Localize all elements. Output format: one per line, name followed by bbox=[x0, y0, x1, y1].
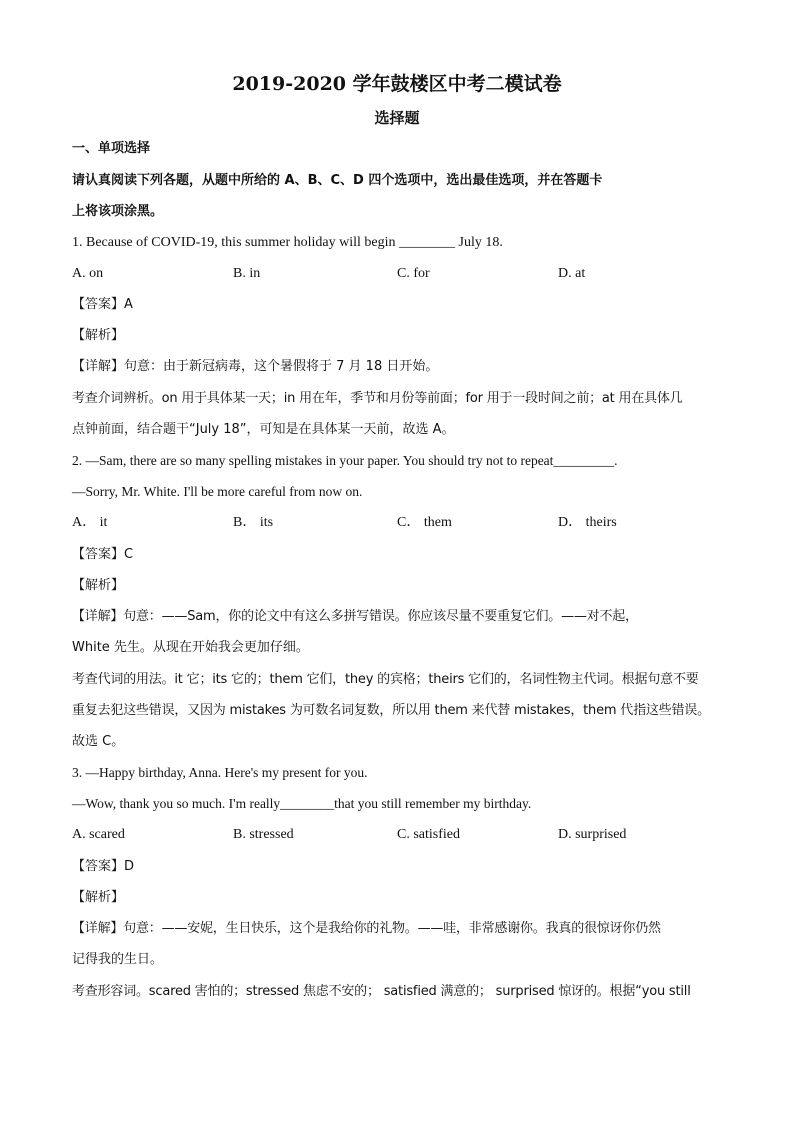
question-1-option-d: D. at bbox=[558, 266, 586, 281]
question-2-detail-1: 【详解】句意：——Sam，你的论文中有这么多拼写错误。你应该尽量不要重复它们。——对不起， bbox=[72, 609, 638, 624]
question-2-option-c: C． them bbox=[397, 515, 452, 530]
question-1-option-a: A. on bbox=[72, 266, 104, 281]
question-3-detail-2: 记得我的生日。 bbox=[72, 952, 164, 967]
question-1-detail-1: 【详解】句意：由于新冠病毒，这个暑假将于 7 月 18 日开始。 bbox=[72, 359, 439, 374]
question-3-option-b: B. stressed bbox=[233, 827, 294, 842]
question-1-option-b: B. in bbox=[233, 266, 261, 281]
question-1-detail-3: 点钟前面，结合题干“July 18”，可知是在具体某一天前，故选 A。 bbox=[72, 422, 455, 437]
question-3-answer: 【答案】D bbox=[72, 859, 135, 874]
question-2-detail-4: 重复去犯这些错误，又因为 mistakes 为可数名词复数，所以用 them 来代替 mistakes，them 代指这些错误。 bbox=[72, 703, 710, 718]
question-3-option-c: C. satisfied bbox=[397, 827, 460, 842]
question-3-analysis-label: 【解析】 bbox=[72, 890, 125, 905]
instruction-line-1: 请认真阅读下列各题，从题中所给的 A、B、C、D 四个选项中，选出最佳选项，并在答题卡 bbox=[72, 173, 603, 188]
question-1-option-c: C. for bbox=[397, 266, 430, 281]
question-3-option-a: A. scared bbox=[72, 827, 125, 842]
question-3-detail-1: 【详解】句意：——安妮，生日快乐，这个是我给你的礼物。——哇，非常感谢你。我真的很惊讶你仍然 bbox=[72, 921, 661, 936]
question-2-detail-5: 故选 C。 bbox=[72, 734, 125, 749]
question-1-detail-2: 考查介词辨析。on 用于具体某一天；in 用在年，季节和月份等前面；for 用于一段时间之前；at 用在具体几 bbox=[72, 391, 683, 406]
question-2-detail-3: 考查代词的用法。it 它；its 它的；them 它们，they 的宾格；theirs 它们的，名词性物主代词。根据句意不要 bbox=[72, 672, 699, 687]
question-2-answer: 【答案】C bbox=[72, 547, 134, 562]
question-2-stem-1: 2. —Sam, there are so many spelling mistakes in your paper. You should try not to repeat_________. bbox=[72, 453, 618, 468]
question-2-option-a: A． it bbox=[72, 515, 108, 530]
question-1-answer: 【答案】A bbox=[72, 297, 133, 312]
question-1-stem: 1. Because of COVID-19, this summer holiday will begin ________ July 18. bbox=[72, 235, 503, 250]
question-3-stem-2: —Wow, thank you so much. I'm really________that you still remember my birthday. bbox=[72, 796, 532, 811]
question-2-stem-2: —Sorry, Mr. White. I'll be more careful from now on. bbox=[72, 484, 363, 499]
question-2-detail-2: White 先生。从现在开始我会更加仔细。 bbox=[72, 640, 309, 655]
page-title: 2019-2020 学年鼓楼区中考二模试卷 bbox=[232, 73, 562, 95]
question-1-analysis-label: 【解析】 bbox=[72, 328, 125, 343]
question-3-detail-3: 考查形容词。scared 害怕的；stressed 焦虑不安的； satisfied 满意的； surprised 惊讶的。根据“you still bbox=[72, 984, 691, 999]
question-3-option-d: D. surprised bbox=[558, 827, 627, 842]
question-3-stem-1: 3. —Happy birthday, Anna. Here's my present for you. bbox=[72, 765, 368, 780]
question-2-option-d: D． theirs bbox=[558, 515, 617, 530]
question-2-analysis-label: 【解析】 bbox=[72, 578, 125, 593]
page-subtitle: 选择题 bbox=[374, 109, 420, 127]
section-heading: 一、单项选择 bbox=[72, 141, 151, 156]
instruction-line-2: 上将该项涂黑。 bbox=[72, 204, 164, 219]
question-2-option-b: B． its bbox=[233, 515, 274, 530]
